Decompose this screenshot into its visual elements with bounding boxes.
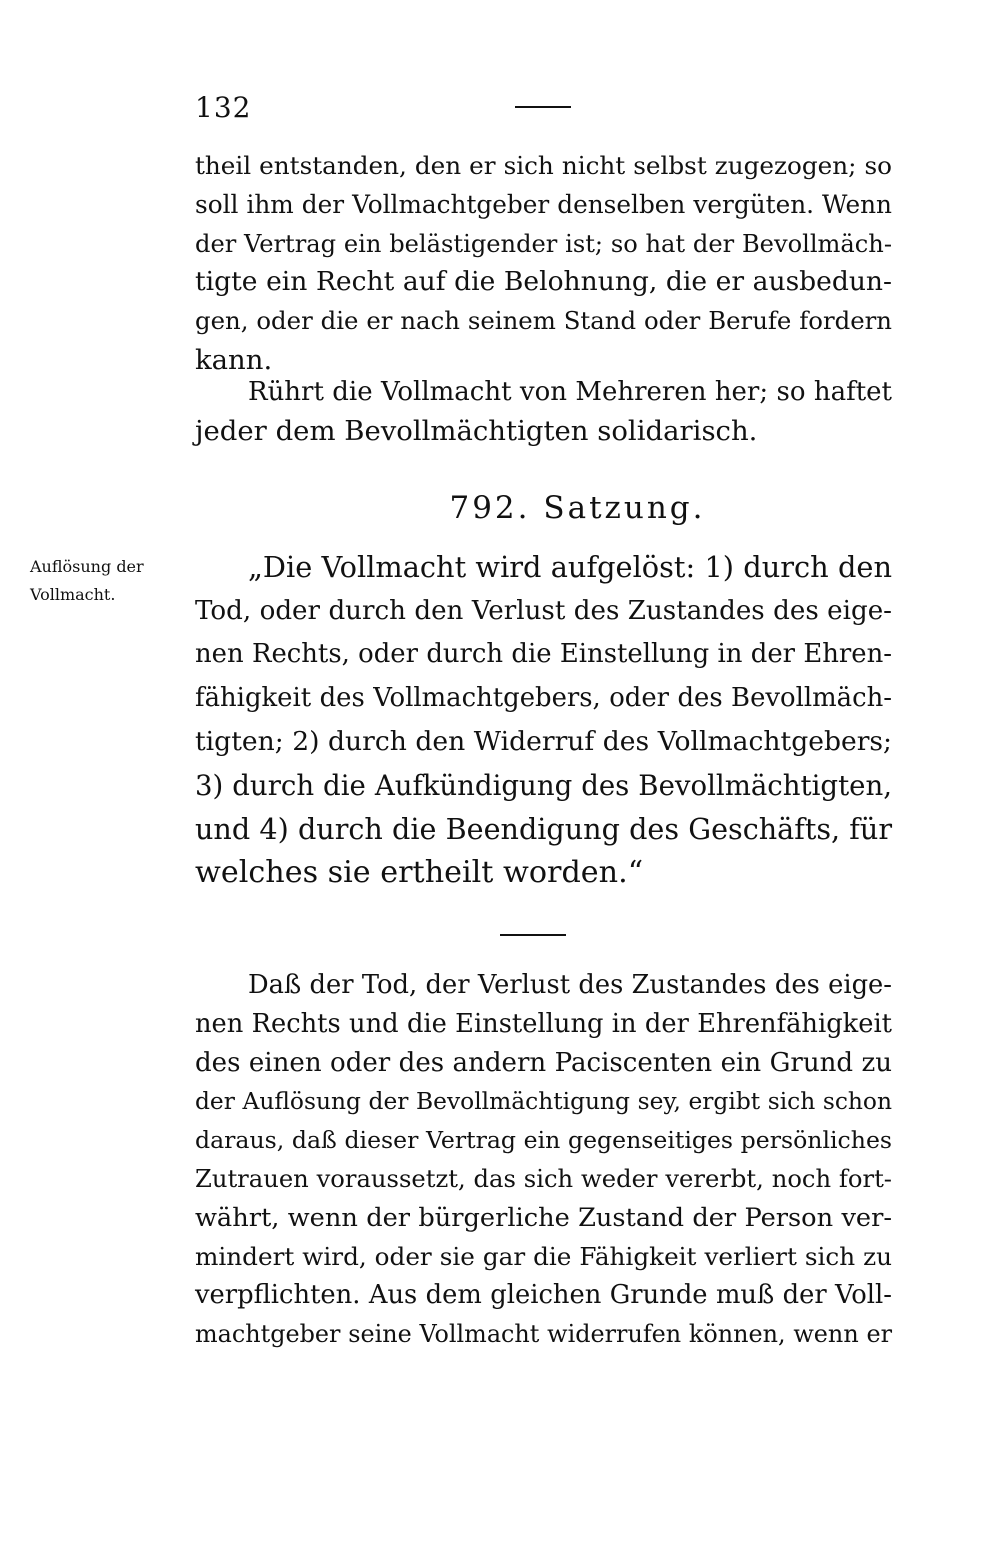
margin-note	[30, 553, 190, 609]
page-header	[195, 88, 895, 128]
text-line: kann.	[195, 343, 273, 376]
text-line: theil entstanden, den er sich nicht selbst zugezogen; so	[195, 151, 892, 180]
text-line: und 4) durch die Beendigung des Geschäfts, für	[195, 811, 892, 846]
paragraph-continued	[195, 147, 892, 380]
text-line: nen Rechts und die Einstellung in der Ehrenfähigkeit	[195, 1008, 892, 1039]
text-line: Daß der Tod, der Verlust des Zustandes des eige-	[248, 970, 892, 1000]
text-line: 3) durch die Aufkündigung des Bevollmächtigten,	[195, 768, 892, 802]
text-line: tigten; 2) durch den Widerruf des Vollmachtgebers;	[195, 726, 892, 758]
text-line: Rührt die Vollmacht von Mehreren her; so haftet	[248, 377, 892, 407]
paragraph-joint-principals	[195, 373, 892, 451]
text-line: welches sie ertheilt worden.“	[195, 855, 644, 891]
header-rule	[515, 106, 571, 108]
text-line: der Auflösung der Bevollmächtigung sey, ergibt sich schon	[195, 1087, 892, 1116]
margin-note-line: Vollmacht.	[30, 585, 116, 604]
text-line: „Die Vollmacht wird aufgelöst: 1) durch den	[248, 550, 892, 584]
text-line: verpflichten. Aus dem gleichen Grunde muß der Voll-	[195, 1280, 892, 1311]
text-line: Tod, oder durch den Verlust des Zustandes des eige-	[195, 595, 892, 626]
commentary-text	[195, 966, 892, 1354]
text-line: nen Rechts, oder durch die Einstellung in der Ehren-	[195, 639, 892, 670]
text-line: mindert wird, oder sie gar die Fähigkeit verliert sich zu	[195, 1241, 892, 1271]
text-line: des einen oder des andern Paciscenten ein Grund zu	[195, 1047, 892, 1078]
text-line: daraus, daß dieser Vertrag ein gegenseitiges persönliches	[195, 1126, 892, 1155]
text-line: soll ihm der Vollmachtgeber denselben vergüten. Wenn	[195, 189, 892, 219]
text-line: Zutrauen voraussetzt, das sich weder vererbt, noch fort-	[195, 1163, 892, 1193]
section-rule	[500, 934, 566, 936]
text-line: machtgeber seine Vollmacht widerrufen können, wenn er	[195, 1320, 892, 1349]
margin-note-line: Auflösung der	[30, 557, 144, 576]
text-line: fähigkeit des Vollmachtgebers, oder des Bevollmäch-	[195, 682, 892, 713]
text-line: jeder dem Bevollmächtigten solidarisch.	[195, 414, 758, 447]
statute-text	[195, 546, 892, 895]
text-line: der Vertrag ein belästigender ist; so hat der Bevollmäch-	[195, 229, 892, 258]
section-heading: 792. Satzung.	[449, 490, 706, 526]
text-line: tigte ein Recht auf die Belohnung, die er ausbedun-	[195, 266, 892, 298]
text-line: gen, oder die er nach seinem Stand oder Berufe fordern	[195, 306, 892, 336]
text-line: währt, wenn der bürgerliche Zustand der Person ver-	[195, 1202, 892, 1233]
page-number: 132	[195, 91, 252, 124]
